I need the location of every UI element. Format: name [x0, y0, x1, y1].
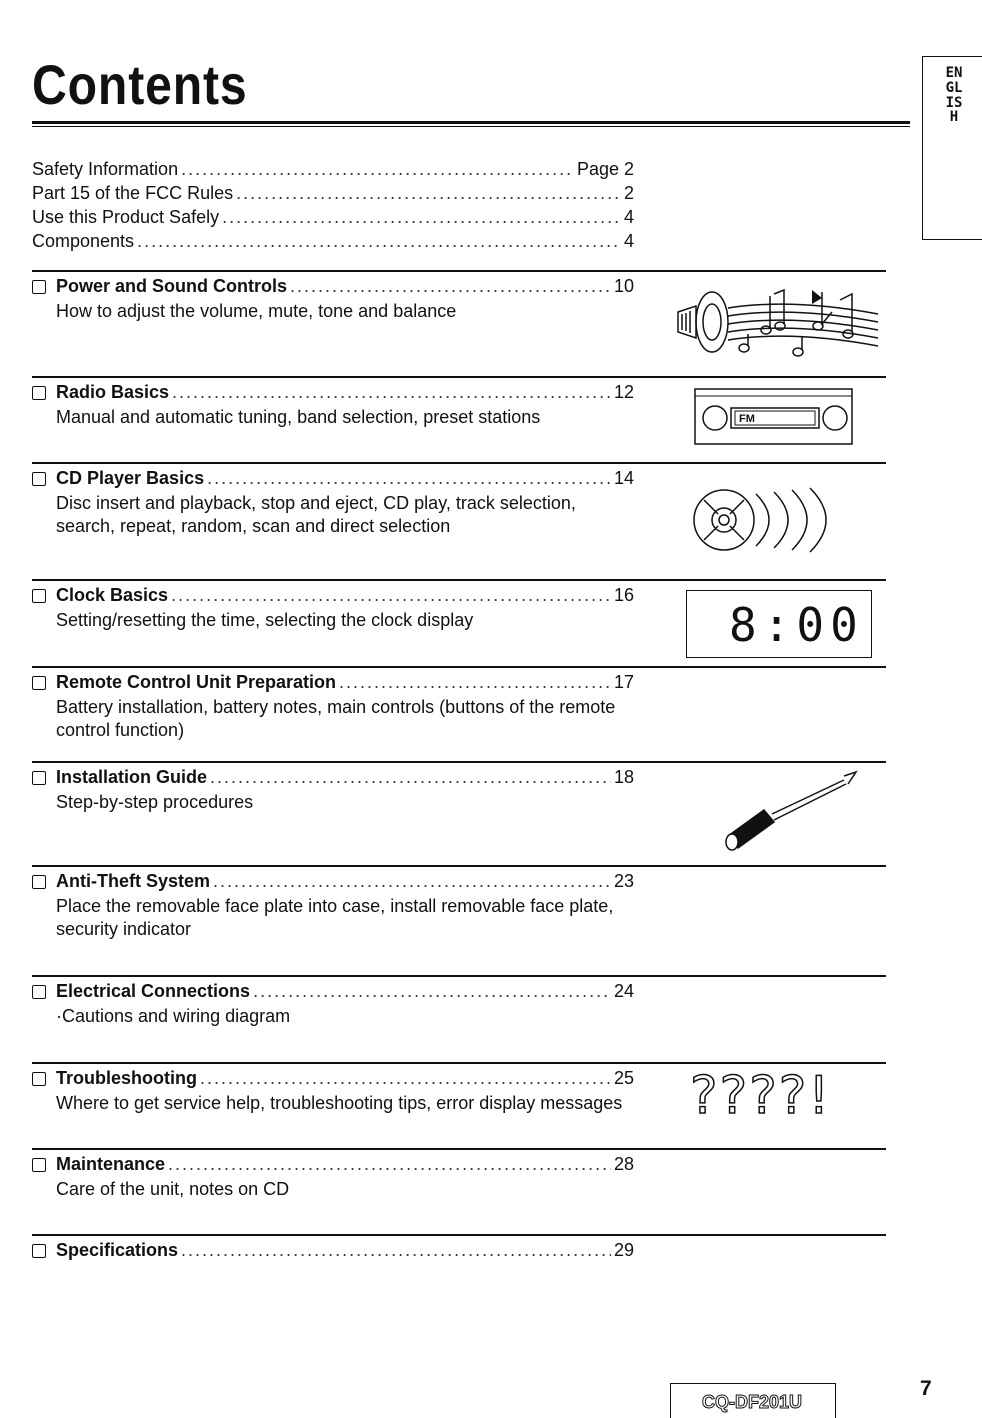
section-heading [32, 1154, 634, 1175]
title-rule [32, 121, 910, 124]
section-rule [32, 1234, 886, 1236]
section-heading [32, 585, 634, 606]
section-name: CD Player Basics [56, 468, 205, 488]
leader-dots [210, 767, 611, 788]
section-heading [32, 1240, 634, 1261]
section-name: Power and Sound Controls [56, 276, 288, 296]
section-page: 10 [613, 276, 634, 296]
section-rule [32, 975, 886, 977]
section-page: 25 [613, 1068, 634, 1088]
clock-display-frame [686, 590, 872, 658]
section-rule [32, 579, 886, 581]
section-heading [32, 672, 634, 693]
leader-dots [236, 183, 621, 204]
front-matter-label: Components [32, 231, 135, 251]
section-page: 17 [613, 672, 634, 692]
cd-disc-icon [690, 484, 858, 556]
section-page: 16 [613, 585, 634, 605]
section-page: 29 [613, 1240, 634, 1260]
leader-dots [168, 1154, 611, 1175]
section-page: 14 [613, 468, 634, 488]
front-matter-item[interactable] [32, 180, 634, 204]
section-rule [32, 270, 886, 272]
front-matter-label: Use this Product Safely [32, 207, 220, 227]
front-matter-label: Safety Information [32, 159, 179, 179]
checkbox-icon [32, 472, 46, 486]
section-heading [32, 981, 634, 1002]
front-matter-item[interactable] [32, 228, 634, 252]
front-matter-page: 4 [623, 207, 634, 227]
section-rule [32, 462, 886, 464]
section-description: Setting/resetting the time, selecting the clock display [56, 610, 474, 630]
clock-display-value: 8:00 [729, 598, 864, 652]
checkbox-icon [32, 1244, 46, 1258]
checkbox-icon [32, 386, 46, 400]
section-description: How to adjust the volume, mute, tone and balance [56, 301, 457, 321]
checkbox-icon [32, 875, 46, 889]
section-description: Disc insert and playback, stop and eject, CD play, track selection, search, repeat, random, scan and direct selection [56, 493, 576, 536]
section-heading [32, 871, 634, 892]
front-matter-item[interactable] [32, 156, 634, 180]
radio-unit-icon [694, 388, 854, 446]
front-matter-page: 2 [623, 183, 634, 203]
section-description: Care of the unit, notes on CD [56, 1179, 290, 1199]
checkbox-icon [32, 771, 46, 785]
front-matter-label: Part 15 of the FCC Rules [32, 183, 234, 203]
page-number: 7 [920, 1377, 932, 1400]
section-heading [32, 1068, 634, 1089]
section-page: 18 [613, 767, 634, 787]
section-rule [32, 1062, 886, 1064]
leader-dots [200, 1068, 611, 1089]
checkbox-icon [32, 589, 46, 603]
section-name: Clock Basics [56, 585, 169, 605]
screwdriver-icon [716, 770, 864, 852]
section-page: 24 [613, 981, 634, 1001]
front-matter-page: Page 2 [576, 159, 634, 179]
section-description: Step-by-step procedures [56, 792, 254, 812]
section-description: Manual and automatic tuning, band selection, preset stations [56, 407, 541, 427]
leader-dots [137, 231, 621, 252]
checkbox-icon [32, 280, 46, 294]
section-rule [32, 865, 886, 867]
section-name: Electrical Connections [56, 981, 251, 1001]
leader-dots [290, 276, 611, 297]
leader-dots [253, 981, 611, 1002]
section-description: ·Cautions and wiring diagram [56, 1006, 291, 1026]
troubleshooting-question-marks: ????! [690, 1066, 832, 1126]
front-matter-list [32, 156, 634, 252]
leader-dots [207, 468, 611, 489]
section-description: Place the removable face plate into case, install removable face plate, security indicator [56, 896, 614, 939]
section-page: 12 [613, 382, 634, 402]
leader-dots [222, 207, 621, 228]
section-name: Installation Guide [56, 767, 208, 787]
checkbox-icon [32, 1072, 46, 1086]
section-page: 28 [613, 1154, 634, 1174]
speaker-music-icon [672, 284, 882, 360]
section-name: Maintenance [56, 1154, 166, 1174]
front-matter-page: 4 [623, 231, 634, 251]
model-number: CQ-DF201U [702, 1392, 803, 1412]
section-heading [32, 276, 634, 297]
language-tab-label: ENGLISH [945, 65, 963, 126]
section-name: Troubleshooting [56, 1068, 197, 1088]
checkbox-icon [32, 1158, 46, 1172]
page-title: Contents [32, 53, 248, 116]
section-name: Radio Basics [56, 382, 170, 402]
section-rule [32, 1148, 886, 1150]
section-rule [32, 666, 886, 668]
section-description: Battery installation, battery notes, main controls (buttons of the remote control function) [56, 697, 616, 740]
section-description: Where to get service help, troubleshooting tips, error display messages [56, 1093, 623, 1113]
section-rule [32, 376, 886, 378]
section-page: 23 [613, 871, 634, 891]
section-heading [32, 767, 634, 788]
checkbox-icon [32, 676, 46, 690]
section-name: Anti-Theft System [56, 871, 211, 891]
section-heading [32, 382, 634, 403]
leader-dots [213, 871, 611, 892]
title-rule-thin [32, 126, 910, 127]
leader-dots [181, 1240, 611, 1261]
leader-dots [172, 382, 611, 403]
front-matter-item[interactable] [32, 204, 634, 228]
radio-band-label: FM [739, 413, 755, 425]
section-name: Specifications [56, 1240, 179, 1260]
checkbox-icon [32, 985, 46, 999]
leader-dots [339, 672, 611, 693]
leader-dots [181, 159, 574, 180]
section-name: Remote Control Unit Preparation [56, 672, 337, 692]
section-rule [32, 761, 886, 763]
leader-dots [171, 585, 611, 606]
section-heading [32, 468, 634, 489]
